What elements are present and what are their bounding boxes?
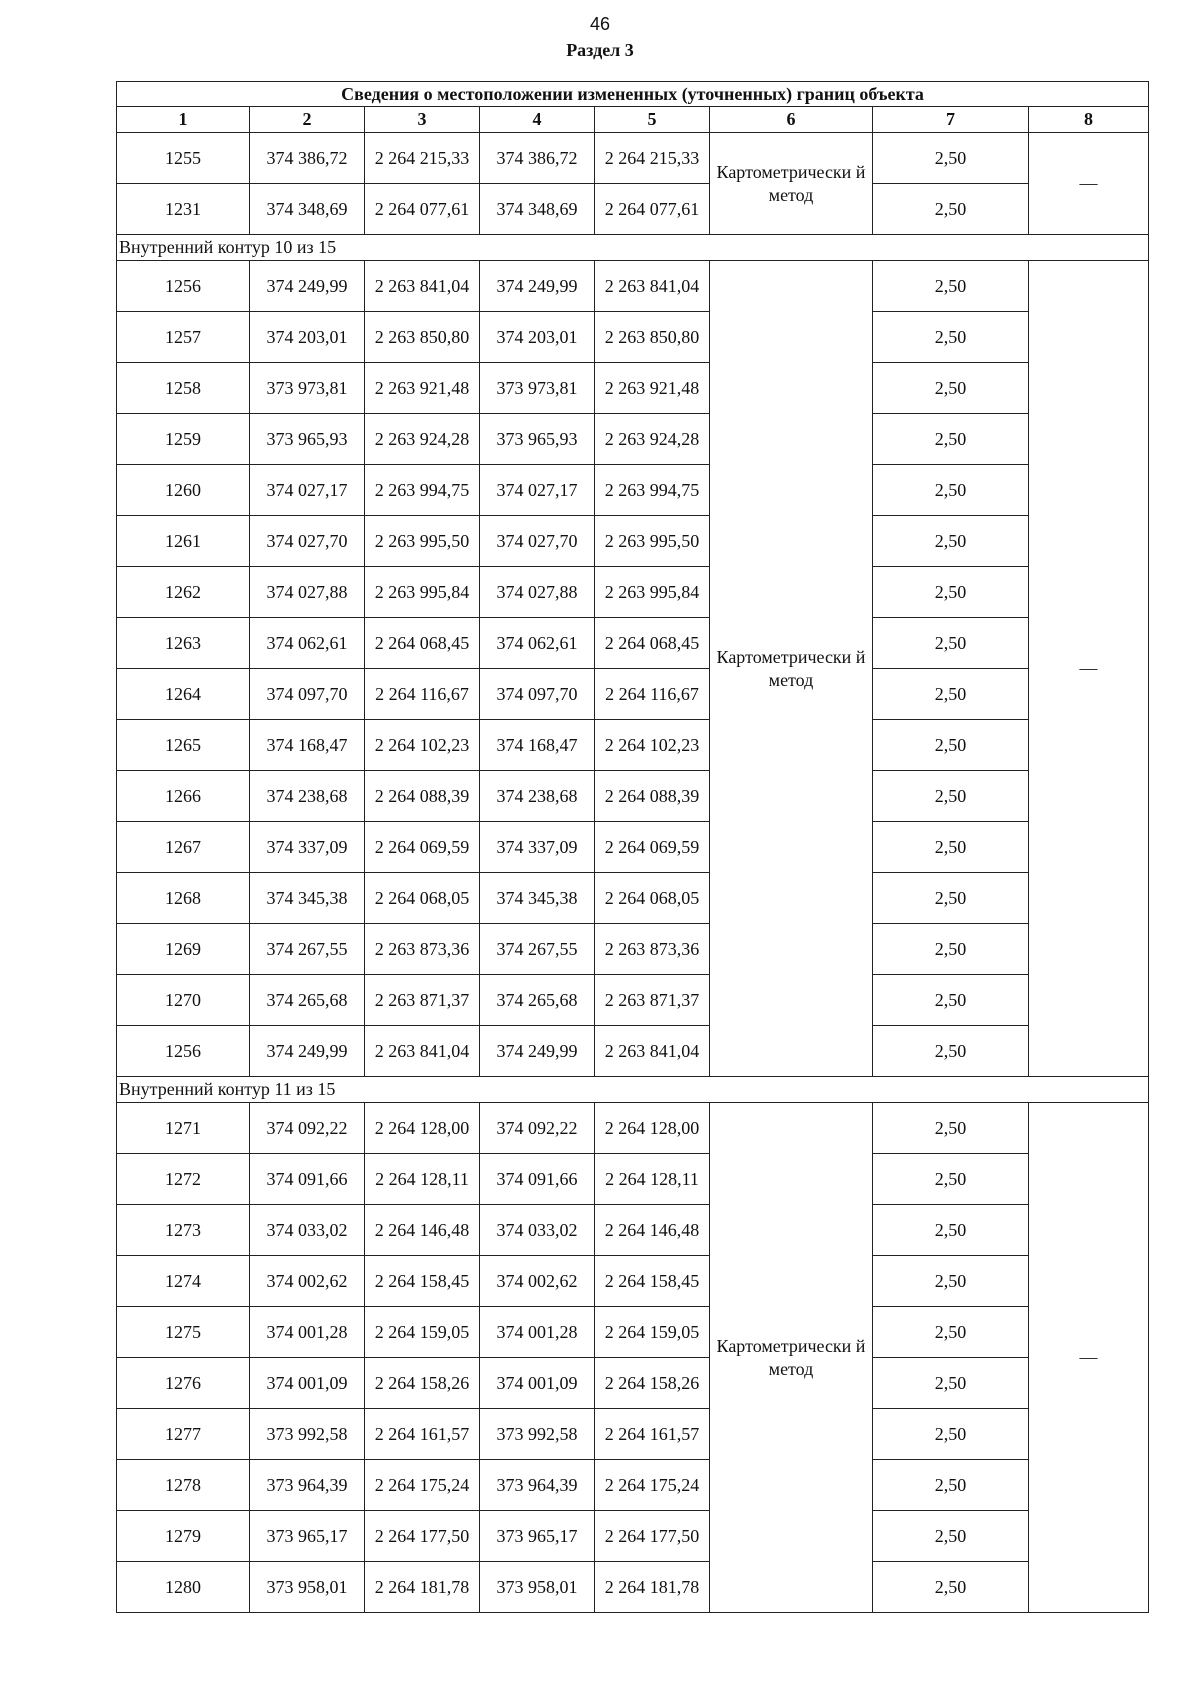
accuracy-value: 2,50 <box>873 1460 1029 1511</box>
y-existing: 2 263 995,50 <box>365 516 480 567</box>
accuracy-value: 2,50 <box>873 1307 1029 1358</box>
point-number: 1280 <box>117 1562 250 1613</box>
point-number: 1267 <box>117 822 250 873</box>
point-number: 1256 <box>117 1026 250 1077</box>
x-existing: 373 992,58 <box>250 1409 365 1460</box>
y-new: 2 264 158,26 <box>595 1358 710 1409</box>
y-new: 2 264 068,45 <box>595 618 710 669</box>
point-number: 1269 <box>117 924 250 975</box>
table-row <box>117 1460 1149 1511</box>
point-number: 1265 <box>117 720 250 771</box>
accuracy-value: 2,50 <box>873 184 1029 235</box>
y-existing: 2 263 994,75 <box>365 465 480 516</box>
table-row <box>117 873 1149 924</box>
table-row <box>117 1307 1149 1358</box>
y-existing: 2 263 841,04 <box>365 1026 480 1077</box>
y-existing: 2 264 068,45 <box>365 618 480 669</box>
y-new: 2 263 871,37 <box>595 975 710 1026</box>
x-existing: 374 348,69 <box>250 184 365 235</box>
x-new: 373 958,01 <box>480 1562 595 1613</box>
table-row <box>117 465 1149 516</box>
x-existing: 374 238,68 <box>250 771 365 822</box>
contour-header-row <box>117 235 1149 261</box>
x-existing: 374 337,09 <box>250 822 365 873</box>
y-new: 2 264 161,57 <box>595 1409 710 1460</box>
x-new: 373 965,17 <box>480 1511 595 1562</box>
section-title: Раздел 3 <box>566 40 634 60</box>
y-existing: 2 264 181,78 <box>365 1562 480 1613</box>
x-existing: 374 097,70 <box>250 669 365 720</box>
point-number: 1273 <box>117 1205 250 1256</box>
column-number: 5 <box>595 107 710 133</box>
accuracy-value: 2,50 <box>873 924 1029 975</box>
x-existing: 374 267,55 <box>250 924 365 975</box>
y-new: 2 263 841,04 <box>595 1026 710 1077</box>
point-number: 1262 <box>117 567 250 618</box>
y-new: 2 264 215,33 <box>595 133 710 184</box>
y-new: 2 263 850,80 <box>595 312 710 363</box>
x-existing: 374 062,61 <box>250 618 365 669</box>
y-new: 2 263 873,36 <box>595 924 710 975</box>
col8-dash: — <box>1029 261 1149 1077</box>
method-cell: Картометрически й метод <box>710 1103 873 1613</box>
table-row <box>117 924 1149 975</box>
x-existing: 374 002,62 <box>250 1256 365 1307</box>
point-number: 1275 <box>117 1307 250 1358</box>
method-cell: Картометрически й метод <box>710 261 873 1077</box>
accuracy-value: 2,50 <box>873 414 1029 465</box>
x-existing: 374 001,28 <box>250 1307 365 1358</box>
y-existing: 2 264 116,67 <box>365 669 480 720</box>
table-row <box>117 618 1149 669</box>
x-existing: 374 027,70 <box>250 516 365 567</box>
contour-header: Внутренний контур 10 из 15 <box>117 235 1149 261</box>
y-existing: 2 263 850,80 <box>365 312 480 363</box>
point-number: 1266 <box>117 771 250 822</box>
x-existing: 374 168,47 <box>250 720 365 771</box>
y-new: 2 264 069,59 <box>595 822 710 873</box>
x-new: 374 386,72 <box>480 133 595 184</box>
contour-header-row <box>117 1077 1149 1103</box>
y-existing: 2 264 088,39 <box>365 771 480 822</box>
x-new: 374 001,09 <box>480 1358 595 1409</box>
x-new: 374 027,70 <box>480 516 595 567</box>
table-row <box>117 1205 1149 1256</box>
x-existing: 374 001,09 <box>250 1358 365 1409</box>
table-row <box>117 822 1149 873</box>
y-existing: 2 264 102,23 <box>365 720 480 771</box>
accuracy-value: 2,50 <box>873 465 1029 516</box>
x-new: 374 348,69 <box>480 184 595 235</box>
x-existing: 374 203,01 <box>250 312 365 363</box>
y-existing: 2 263 924,28 <box>365 414 480 465</box>
x-new: 374 337,09 <box>480 822 595 873</box>
table-row <box>117 516 1149 567</box>
x-existing: 373 973,81 <box>250 363 365 414</box>
accuracy-value: 2,50 <box>873 363 1029 414</box>
accuracy-value: 2,50 <box>873 1256 1029 1307</box>
x-existing: 374 265,68 <box>250 975 365 1026</box>
accuracy-value: 2,50 <box>873 312 1029 363</box>
column-number: 4 <box>480 107 595 133</box>
y-existing: 2 263 873,36 <box>365 924 480 975</box>
column-number: 1 <box>117 107 250 133</box>
y-new: 2 264 068,05 <box>595 873 710 924</box>
column-number: 8 <box>1029 107 1149 133</box>
y-new: 2 264 146,48 <box>595 1205 710 1256</box>
x-existing: 374 249,99 <box>250 261 365 312</box>
accuracy-value: 2,50 <box>873 720 1029 771</box>
table-row <box>117 1103 1149 1154</box>
accuracy-value: 2,50 <box>873 771 1029 822</box>
x-new: 374 345,38 <box>480 873 595 924</box>
point-number: 1277 <box>117 1409 250 1460</box>
y-existing: 2 264 128,11 <box>365 1154 480 1205</box>
column-number: 3 <box>365 107 480 133</box>
x-new: 374 168,47 <box>480 720 595 771</box>
y-new: 2 264 116,67 <box>595 669 710 720</box>
y-new: 2 263 924,28 <box>595 414 710 465</box>
y-existing: 2 263 995,84 <box>365 567 480 618</box>
x-new: 373 964,39 <box>480 1460 595 1511</box>
x-new: 373 965,93 <box>480 414 595 465</box>
method-cell: Картометрически й метод <box>710 133 873 235</box>
table-row <box>117 1026 1149 1077</box>
y-existing: 2 264 077,61 <box>365 184 480 235</box>
y-existing: 2 264 158,45 <box>365 1256 480 1307</box>
table-row <box>117 363 1149 414</box>
column-number: 6 <box>710 107 873 133</box>
x-new: 373 973,81 <box>480 363 595 414</box>
x-existing: 374 249,99 <box>250 1026 365 1077</box>
y-new: 2 263 994,75 <box>595 465 710 516</box>
x-existing: 374 027,88 <box>250 567 365 618</box>
y-new: 2 264 128,11 <box>595 1154 710 1205</box>
point-number: 1274 <box>117 1256 250 1307</box>
table-row <box>117 1154 1149 1205</box>
x-existing: 373 965,17 <box>250 1511 365 1562</box>
y-existing: 2 263 921,48 <box>365 363 480 414</box>
x-new: 374 002,62 <box>480 1256 595 1307</box>
x-new: 374 097,70 <box>480 669 595 720</box>
y-existing: 2 264 068,05 <box>365 873 480 924</box>
y-new: 2 264 175,24 <box>595 1460 710 1511</box>
accuracy-value: 2,50 <box>873 669 1029 720</box>
y-new: 2 264 077,61 <box>595 184 710 235</box>
table-row <box>117 567 1149 618</box>
y-existing: 2 264 161,57 <box>365 1409 480 1460</box>
x-existing: 374 345,38 <box>250 873 365 924</box>
table-caption-row <box>117 82 1149 107</box>
x-existing: 374 033,02 <box>250 1205 365 1256</box>
point-number: 1257 <box>117 312 250 363</box>
x-existing: 374 092,22 <box>250 1103 365 1154</box>
x-existing: 373 958,01 <box>250 1562 365 1613</box>
y-new: 2 263 841,04 <box>595 261 710 312</box>
point-number: 1263 <box>117 618 250 669</box>
x-new: 374 091,66 <box>480 1154 595 1205</box>
accuracy-value: 2,50 <box>873 1205 1029 1256</box>
point-number: 1259 <box>117 414 250 465</box>
accuracy-value: 2,50 <box>873 567 1029 618</box>
accuracy-value: 2,50 <box>873 873 1029 924</box>
point-number: 1255 <box>117 133 250 184</box>
y-new: 2 264 159,05 <box>595 1307 710 1358</box>
point-number: 1261 <box>117 516 250 567</box>
x-new: 373 992,58 <box>480 1409 595 1460</box>
y-existing: 2 264 146,48 <box>365 1205 480 1256</box>
point-number: 1256 <box>117 261 250 312</box>
point-number: 1272 <box>117 1154 250 1205</box>
accuracy-value: 2,50 <box>873 1562 1029 1613</box>
y-new: 2 263 995,84 <box>595 567 710 618</box>
point-number: 1279 <box>117 1511 250 1562</box>
y-new: 2 263 921,48 <box>595 363 710 414</box>
table-row <box>117 771 1149 822</box>
y-new: 2 263 995,50 <box>595 516 710 567</box>
x-existing: 373 965,93 <box>250 414 365 465</box>
x-existing: 374 091,66 <box>250 1154 365 1205</box>
point-number: 1260 <box>117 465 250 516</box>
page-number: 46 <box>589 14 611 34</box>
point-number: 1258 <box>117 363 250 414</box>
x-new: 374 203,01 <box>480 312 595 363</box>
contour-header: Внутренний контур 11 из 15 <box>117 1077 1149 1103</box>
col8-dash: — <box>1029 133 1149 235</box>
accuracy-value: 2,50 <box>873 618 1029 669</box>
accuracy-value: 2,50 <box>873 1358 1029 1409</box>
table-row <box>117 1358 1149 1409</box>
accuracy-value: 2,50 <box>873 261 1029 312</box>
x-new: 374 033,02 <box>480 1205 595 1256</box>
table-row <box>117 184 1149 235</box>
x-new: 374 027,88 <box>480 567 595 618</box>
point-number: 1231 <box>117 184 250 235</box>
table-row <box>117 720 1149 771</box>
x-new: 374 062,61 <box>480 618 595 669</box>
accuracy-value: 2,50 <box>873 1103 1029 1154</box>
table-row <box>117 261 1149 312</box>
col8-dash: — <box>1029 1103 1149 1613</box>
y-new: 2 264 177,50 <box>595 1511 710 1562</box>
y-existing: 2 264 175,24 <box>365 1460 480 1511</box>
table-row <box>117 414 1149 465</box>
y-existing: 2 264 159,05 <box>365 1307 480 1358</box>
accuracy-value: 2,50 <box>873 1026 1029 1077</box>
y-existing: 2 264 069,59 <box>365 822 480 873</box>
table-caption: Сведения о местоположении измененных (уточненных) границ объекта <box>117 82 1149 107</box>
accuracy-value: 2,50 <box>873 516 1029 567</box>
accuracy-value: 2,50 <box>873 1154 1029 1205</box>
accuracy-value: 2,50 <box>873 975 1029 1026</box>
accuracy-value: 2,50 <box>873 1511 1029 1562</box>
accuracy-value: 2,50 <box>873 1409 1029 1460</box>
point-number: 1276 <box>117 1358 250 1409</box>
y-existing: 2 264 128,00 <box>365 1103 480 1154</box>
column-number: 2 <box>250 107 365 133</box>
table-row <box>117 1256 1149 1307</box>
accuracy-value: 2,50 <box>873 133 1029 184</box>
point-number: 1278 <box>117 1460 250 1511</box>
x-new: 374 265,68 <box>480 975 595 1026</box>
x-new: 374 267,55 <box>480 924 595 975</box>
point-number: 1264 <box>117 669 250 720</box>
column-number-row <box>117 107 1149 133</box>
table-row <box>117 1511 1149 1562</box>
table-row <box>117 1562 1149 1613</box>
y-new: 2 264 181,78 <box>595 1562 710 1613</box>
accuracy-value: 2,50 <box>873 822 1029 873</box>
point-number: 1270 <box>117 975 250 1026</box>
y-existing: 2 264 215,33 <box>365 133 480 184</box>
x-new: 374 249,99 <box>480 261 595 312</box>
column-number: 7 <box>873 107 1029 133</box>
y-existing: 2 263 841,04 <box>365 261 480 312</box>
y-new: 2 264 102,23 <box>595 720 710 771</box>
x-existing: 374 027,17 <box>250 465 365 516</box>
y-existing: 2 264 177,50 <box>365 1511 480 1562</box>
x-new: 374 092,22 <box>480 1103 595 1154</box>
x-new: 374 001,28 <box>480 1307 595 1358</box>
table-row <box>117 312 1149 363</box>
x-new: 374 249,99 <box>480 1026 595 1077</box>
table-row <box>117 133 1149 184</box>
point-number: 1268 <box>117 873 250 924</box>
x-existing: 373 964,39 <box>250 1460 365 1511</box>
x-existing: 374 386,72 <box>250 133 365 184</box>
x-new: 374 238,68 <box>480 771 595 822</box>
point-number: 1271 <box>117 1103 250 1154</box>
table-row <box>117 669 1149 720</box>
y-new: 2 264 088,39 <box>595 771 710 822</box>
coordinates-table <box>116 81 1149 1613</box>
y-existing: 2 264 158,26 <box>365 1358 480 1409</box>
y-existing: 2 263 871,37 <box>365 975 480 1026</box>
table-row <box>117 1409 1149 1460</box>
x-new: 374 027,17 <box>480 465 595 516</box>
y-new: 2 264 158,45 <box>595 1256 710 1307</box>
table-row <box>117 975 1149 1026</box>
y-new: 2 264 128,00 <box>595 1103 710 1154</box>
